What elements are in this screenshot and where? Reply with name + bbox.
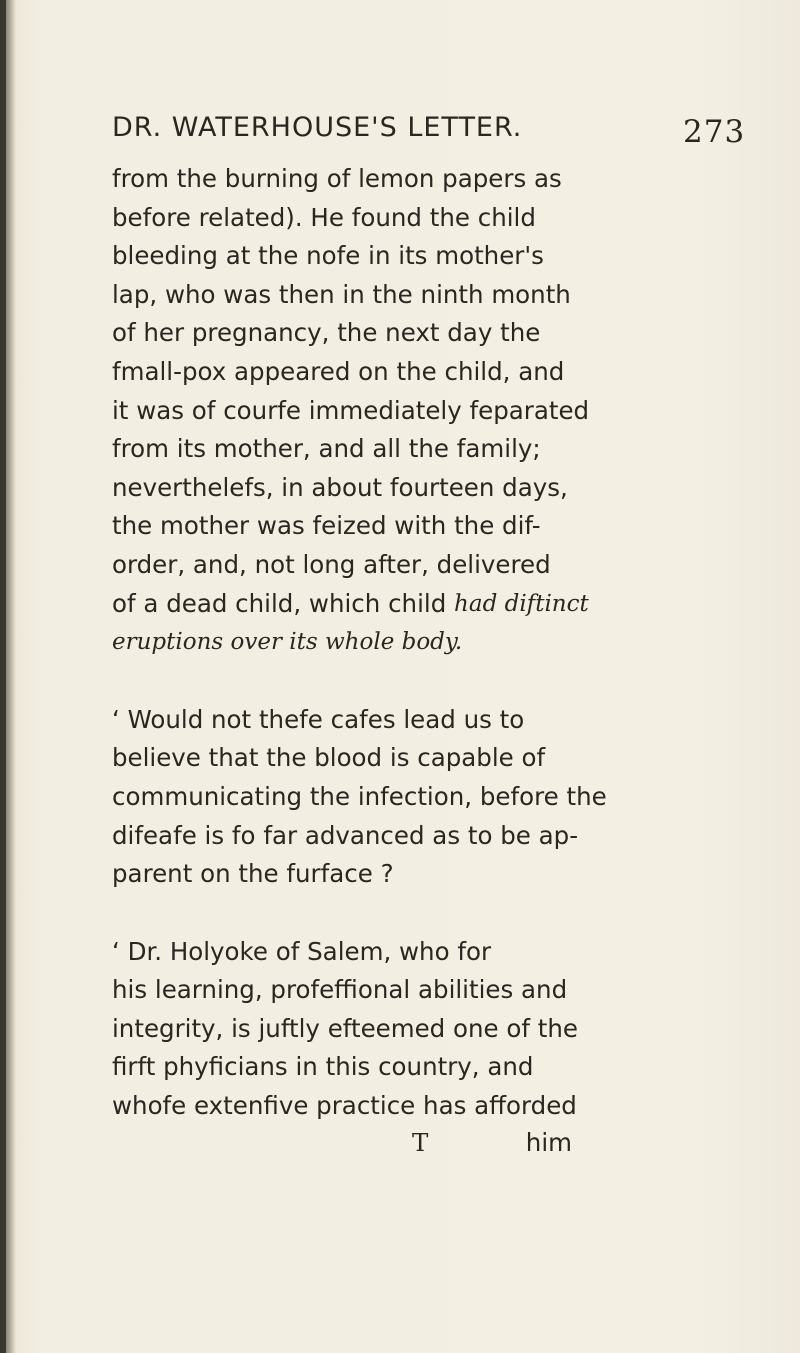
catchword: him (525, 1128, 572, 1157)
text-line: parent on the furface ? (112, 859, 394, 889)
text-line: his learning, profeffional abilities and (112, 975, 568, 1005)
text-line-mixed (112, 585, 589, 624)
text-line: the mother was feized with the dif- (112, 511, 541, 541)
text-line: bleeding at the nofe in its mother's (112, 241, 544, 271)
text-line: difeafe is fo far advanced as to be ap- (112, 820, 579, 850)
paragraph-gap (112, 894, 572, 933)
text-line: ‘ Dr. Holyoke of Salem, who for (112, 936, 492, 966)
running-head: DR. WATERHOUSE'S LETTER. (112, 112, 523, 143)
text-line: whofe extenfive practice has afforded (112, 1091, 577, 1121)
text-line: from its mother, and all the family; (112, 434, 541, 464)
text-line: lap, who was then in the ninth month (112, 279, 571, 309)
text-run: of a dead child, which child (112, 588, 447, 618)
text-line: fmall-pox appeared on the child, and (112, 356, 565, 386)
italic-line: eruptions over its whole body. (112, 629, 463, 656)
signature-mark: T (412, 1128, 429, 1157)
paragraph-gap (112, 662, 572, 701)
text-line: order, and, not long after, delivered (112, 549, 551, 579)
text-line: of her pregnancy, the next day the (112, 318, 541, 348)
text-line: from the burning of lemon papers as (112, 164, 562, 193)
text-line: it was of courfe immediately feparated (112, 395, 590, 425)
text-line: neverthelefs, in about fourteen days, (112, 472, 568, 502)
body-text (112, 160, 607, 1126)
text-line: integrity, is juftly efteemed one of the (112, 1013, 579, 1043)
page-number: 273 (683, 114, 746, 150)
gutter-shadow (6, 0, 16, 1353)
text-line: firft phyficians in this country, and (112, 1052, 534, 1082)
catchline (112, 1128, 572, 1166)
italic-run: had diftinct (454, 590, 589, 617)
text-line: believe that the blood is capable of (112, 743, 546, 773)
text-line: before related). He found the child (112, 202, 536, 232)
text-line: ‘ Would not thefe cafes lead us to (112, 704, 525, 734)
text-line: communicating the infection, before the (112, 781, 607, 811)
